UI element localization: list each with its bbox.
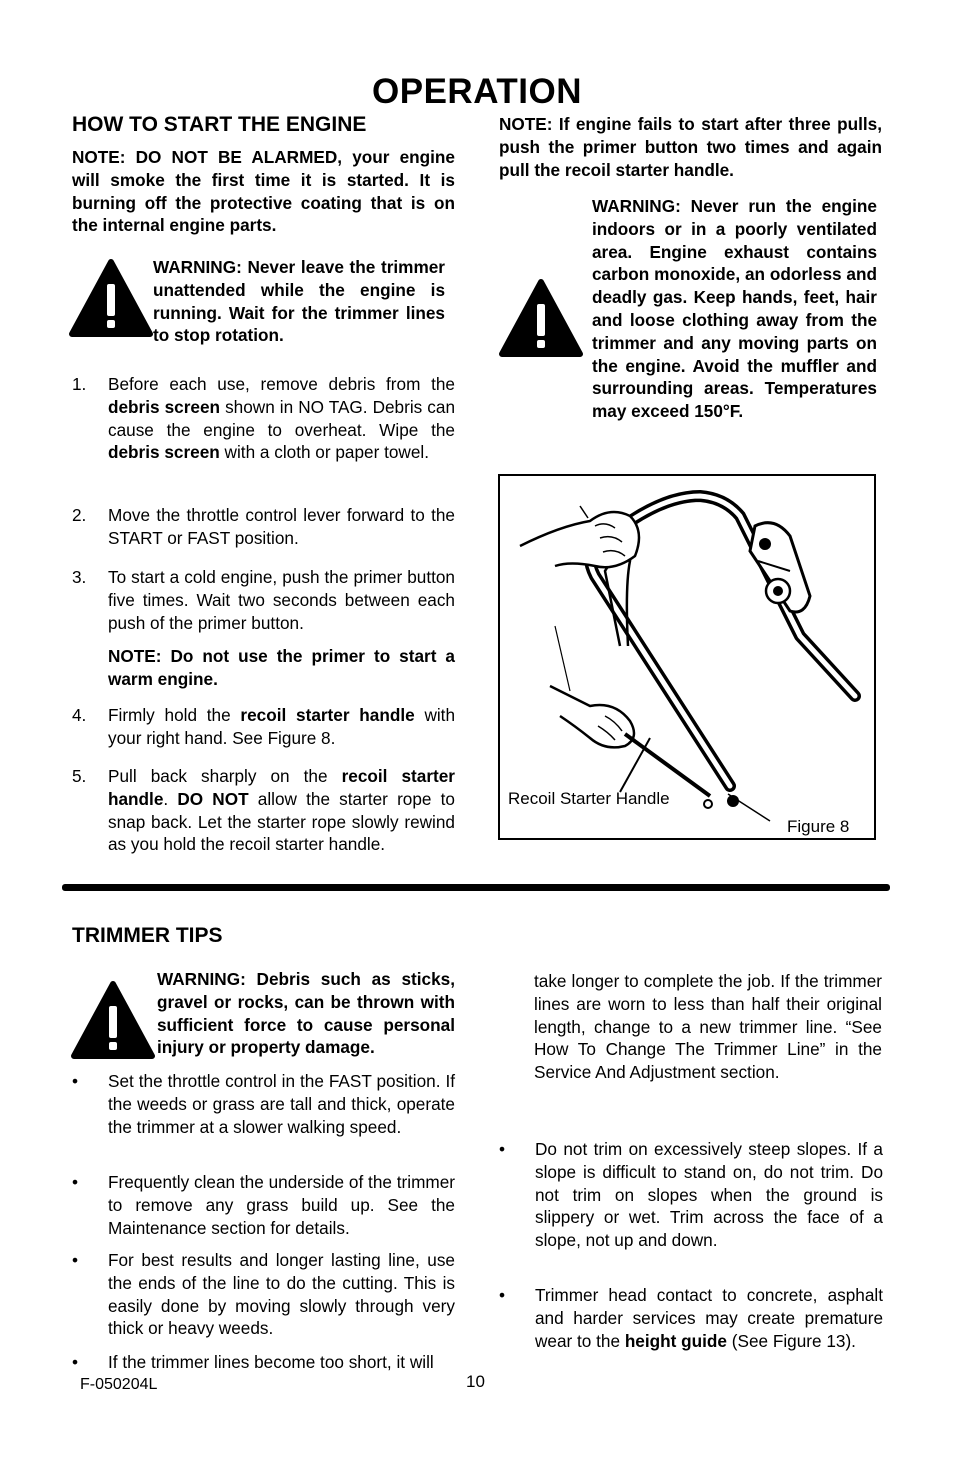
figure-callout: Recoil Starter Handle: [508, 789, 670, 808]
list-number: 5.: [72, 766, 87, 786]
bullet-text: Frequently clean the underside of the trimmer to remove any grass build up. See the Maintenance section for details.: [108, 1172, 455, 1238]
bullet-text: Do not trim on excessively steep slopes. If a slope is difficult to stand on, do not trim. Do not trim on slopes when the ground is slippery or wet. Trim across the face of a slope, not up and down.: [535, 1139, 883, 1251]
start-warning: WARNING: Never leave the trimmer unattended while the engine is running. Wait for the trimmer lines to stop rotation.: [153, 257, 445, 346]
step-text: Pull back sharply on the: [108, 766, 342, 786]
bullet-text: For best results and longer lasting line, use the ends of the line to do the cutting. This is easily done by moving slowly through very thick or heavy weeds.: [108, 1250, 455, 1339]
warning-icon: [70, 980, 156, 1060]
bullet: •: [72, 1352, 79, 1372]
start-note: NOTE: DO NOT BE ALARMED, your engine will smoke the first time it is started. It is burning off the protective coating that is on the internal engine parts.: [72, 147, 455, 236]
hand-lower: [550, 626, 634, 747]
tips-continued: take longer to complete the job. If the trimmer lines are worn to less than half their original length, change to a new trimmer line. “See How To Change The Trimmer Line” in the Service And Adjustment section.: [534, 971, 882, 1083]
step-bold: debris screen: [108, 442, 220, 463]
section-heading-tips: TRIMMER TIPS: [72, 924, 223, 947]
step-text: To start a cold engine, push the primer button five times. Wait two seconds between each push of the primer button.: [108, 567, 455, 633]
step-bold: recoil starter handle: [240, 705, 415, 725]
page-number: 10: [466, 1372, 485, 1391]
bullet: •: [499, 1139, 506, 1159]
step-text: .: [163, 788, 178, 809]
tips-warning: WARNING: Debris such as sticks, gravel or rocks, can be thrown with sufficient force to cause personal injury or property damage.: [157, 969, 455, 1058]
list-number: 3.: [72, 567, 87, 587]
step-text: with a cloth or paper towel.: [219, 442, 430, 463]
warning-icon: [498, 278, 584, 358]
step-text: Move the throttle control lever forward to the START or FAST position.: [108, 505, 455, 548]
bullet-bold: height guide: [624, 1330, 727, 1351]
step-text: with your right hand. See Figure 8.: [108, 705, 456, 748]
step-text: shown in NO TAG. Debris can cause the engine to overheat. Wipe the: [108, 396, 456, 440]
section-heading-start: HOW TO START THE ENGINE: [72, 113, 367, 136]
trimmer-illustration: [500, 476, 873, 837]
step-text: Firmly hold the: [108, 705, 241, 725]
list-number: 2.: [72, 505, 87, 525]
bullet-text: (See Figure 13).: [726, 1330, 856, 1351]
step-bold: DO NOT: [177, 788, 249, 809]
step-note: NOTE: Do not use the primer to start a warm engine.: [108, 646, 455, 689]
bullet-text: If the trimmer lines become too short, it will: [108, 1352, 434, 1372]
step-bold: recoil starter handle: [108, 766, 455, 809]
list-number: 4.: [72, 705, 87, 725]
list-number: 1.: [72, 374, 87, 394]
step-text: allow the starter rope to snap back. Let the starter rope slowly rewind as you hold the recoil starter handle.: [108, 788, 455, 855]
bullet: •: [72, 1172, 79, 1192]
hand-upper: [520, 506, 639, 567]
figure-8: [498, 474, 876, 840]
bullet: •: [72, 1250, 79, 1270]
figure-caption: Figure 8: [787, 817, 850, 836]
bullet: •: [72, 1071, 79, 1091]
bullet-text: Set the throttle control in the FAST position. If the weeds or grass are tall and thick, operate the trimmer at a slower walking speed.: [108, 1071, 455, 1137]
page-title: OPERATION: [372, 72, 582, 111]
start-note-2: NOTE: If engine fails to start after three pulls, push the primer button two times and again pull the recoil starter handle.: [499, 114, 882, 180]
step-text: Before each use, remove debris from the: [108, 374, 455, 394]
warning-icon: [68, 258, 154, 338]
step-bold: debris screen: [108, 396, 221, 417]
section-divider: [62, 884, 890, 891]
start-warning-2: WARNING: Never run the engine indoors or in a poorly ventilated area. Engine exhaust contains carbon monoxide, an odorless and deadly gas. Keep hands, feet, hair and loose clothing away from the trimmer and any moving parts on the engine. Avoid the muffler and surrounding areas. Temperatures may exceed 150°F.: [592, 196, 877, 422]
bullet: •: [499, 1285, 506, 1305]
document-code: F-050204L: [80, 1376, 158, 1393]
bullet-text: Trimmer head contact to concrete, asphalt and harder services may create premature wear to the: [535, 1285, 883, 1351]
